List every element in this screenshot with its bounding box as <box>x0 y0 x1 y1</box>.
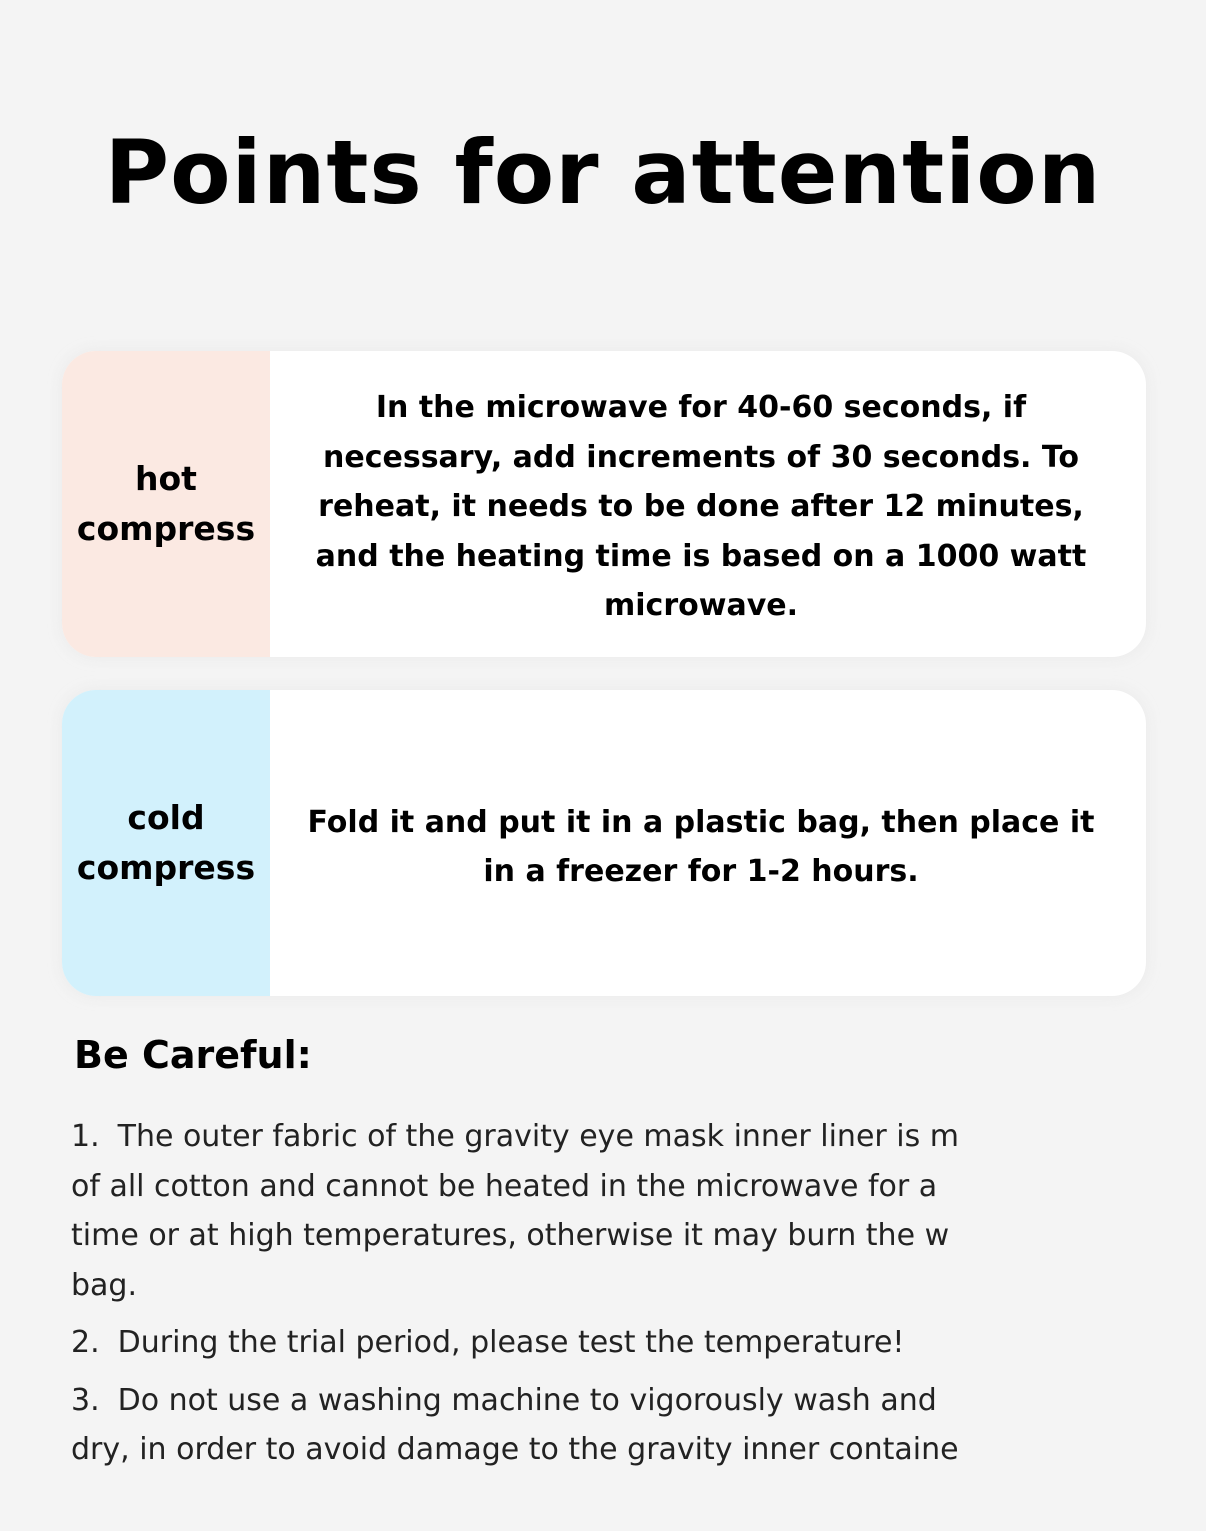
cold-compress-card <box>62 690 1146 996</box>
cold-compress-instructions: Fold it and put it in a plastic bag, then place it in a freezer for 1-2 hours. <box>307 804 1095 889</box>
caution-number: 2. <box>71 1325 100 1360</box>
cold-compress-label: cold compress <box>76 798 256 887</box>
cold-compress-label-panel <box>62 690 270 996</box>
caution-number: 1. <box>71 1119 100 1154</box>
caution-number: 3. <box>71 1382 100 1418</box>
page-title: Points for attention <box>104 121 1102 224</box>
caution-item-2 <box>71 1318 1026 1368</box>
caution-list <box>71 1112 1026 1483</box>
hot-compress-card <box>62 351 1146 657</box>
caution-text: During the trial period, please test the temperature! <box>117 1325 905 1360</box>
caution-item-1 <box>71 1112 1026 1310</box>
be-careful-heading: Be Careful: <box>74 1033 312 1077</box>
caution-text: Do not use a washing machine to vigorously wash and dry, in order to avoid damage to the gravity inner containe <box>71 1382 959 1467</box>
caution-item-3 <box>71 1376 1026 1475</box>
caution-text: The outer fabric of the gravity eye mask inner liner is m of all cotton and cannot be heated in the microwave for a time or at high temperatures, otherwise it may burn the w bag. <box>71 1119 960 1303</box>
hot-compress-label-panel <box>62 351 270 657</box>
hot-compress-instructions: In the microwave for 40-60 seconds, if necessary, add increments of 30 seconds. To reheat, it needs to be done after 12 minutes, and the heating time is based on a 1000 watt microwave. <box>315 390 1087 624</box>
hot-compress-label: hot compress <box>76 459 256 548</box>
